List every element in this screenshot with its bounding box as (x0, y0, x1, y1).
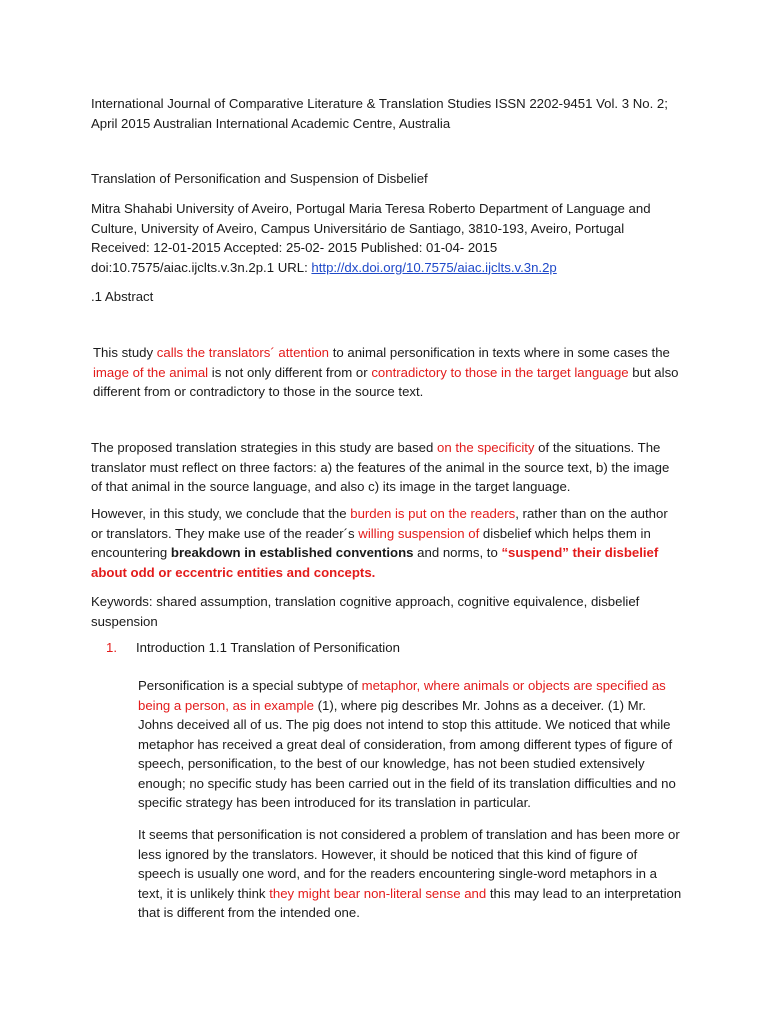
text-span: of the situations. The translator must reflect on three factors: a) the features of the animal in the source text, b) the image of that animal in the source language, and also c) its image in the target language. (91, 440, 670, 494)
journal-header-text: International Journal of Comparative Literature & Translation Studies ISSN 2202-9451 Vol. 3 No. 2; April 2015 Australian International Academic Centre, Australia (91, 96, 668, 131)
highlight-span: on the specificity (437, 440, 535, 455)
highlight-span: image of the animal (93, 364, 209, 380)
highlight-span: they might bear non-literal sense and (269, 885, 487, 901)
emphasis-span: breakdown in established conventions (170, 545, 414, 560)
text-span: This study (93, 345, 157, 360)
journal-header (91, 94, 681, 133)
keywords-text: Keywords: shared assumption, translation cognitive approach, cognitive equivalence, disbelief suspension (91, 594, 640, 629)
highlight-span: contradictory to those in the target language (371, 364, 629, 380)
highlight-span: calls the translators´ attention (156, 345, 330, 360)
abstract-paragraph-1 (93, 343, 683, 402)
highlight-span: burden is put on the readers (350, 506, 516, 521)
abstract-paragraph-2 (91, 438, 681, 497)
list-number: 1. (106, 640, 117, 655)
authors-info (91, 199, 681, 277)
text-span: The proposed translation strategies in this study are based (91, 440, 438, 455)
text-span: It seems that personification is not considered a problem of translation and has been more or less ignored by the translators. However, it should be noticed that this kind of figure of speech is usually one word, and for the readers encountering single-word metaphors in a text, it is unlikely think (138, 827, 680, 901)
doi-link[interactable]: http://dx.doi.org/10.7575/aiac.ijclts.v.3n.2p (311, 259, 557, 275)
text-span: , rather than on the author or translators. They make use of the reader´s (91, 506, 668, 541)
abstract-paragraph-3 (91, 504, 681, 582)
intro-paragraph-2 (138, 825, 683, 923)
text-span: disbelief which helps them in encountering (91, 525, 651, 560)
text-span: this may lead to an interpretation that is different from the intended one. (138, 885, 682, 920)
text-span: (1), where pig describes Mr. Johns as a deceiver. (1) Mr. Johns deceived all of us. The pig does not intend to stop this attitude. We noticed that while metaphor has received a great deal of consideration, from among different types of figure of speech, personification, to the best of our knowledge, has not been studied extensively enough; no specific study has been carried out in the field of its translation difficulties and no specific strategy has been introduced for its translation in particular. (138, 697, 676, 810)
article-title (91, 169, 681, 189)
highlight-span: metaphor, where animals or objects are specified as being a person, as in example (138, 678, 666, 713)
text-span: but also different from or contradictory to those in the source text. (93, 364, 679, 399)
highlight-span: “suspend” their disbelief about odd or eccentric entities and concepts. (91, 545, 659, 580)
text-span: However, in this study, we conclude that the (91, 506, 351, 521)
article-title-text: Translation of Personification and Suspension of Disbelief (91, 171, 428, 186)
highlight-span: willing suspension of (358, 525, 480, 541)
text-span: is not only different from or (208, 364, 372, 380)
text-span: to animal personification in texts where in some cases the (329, 345, 670, 360)
intro-heading-text: Introduction 1.1 Translation of Personification (136, 640, 400, 655)
abstract-heading-text: .1 Abstract (91, 289, 154, 304)
keywords (91, 592, 681, 631)
intro-paragraph-1 (138, 676, 683, 813)
authors-info-text: Mitra Shahabi University of Aveiro, Portugal Maria Teresa Roberto Department of Language and Culture, University of Aveiro, Campus Universitário de Santiago, 3810-193, Aveiro, Portugal Received: 12-01-2015 Accepted: 25-02- 2015 Published: 01-04- 2015 doi:10.7575/aiac.ijclts.v.3n.2p.1 URL: (91, 201, 651, 275)
text-span: Personification is a special subtype of (138, 678, 362, 693)
abstract-heading (91, 287, 681, 307)
text-span: and norms, to (413, 545, 502, 560)
